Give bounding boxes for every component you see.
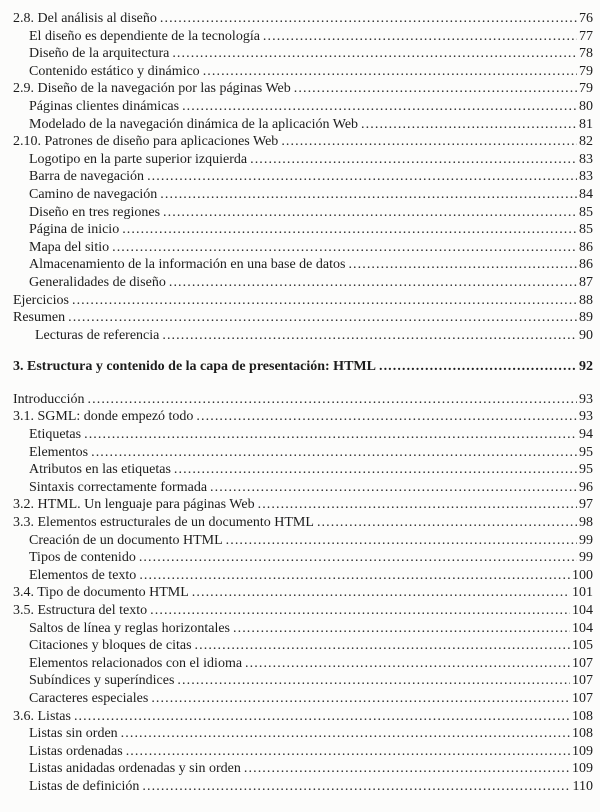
toc-entry-label: 2.9. Diseño de la navegación por las páginas Web [13, 81, 291, 97]
toc-entry-label: Resumen [13, 310, 66, 326]
dot-leader [182, 98, 577, 116]
toc-entry [13, 637, 593, 655]
toc-entry-label: Listas ordenadas [29, 743, 123, 759]
toc-entry-label: Sintaxis correctamente formada [29, 479, 208, 495]
dot-leader [147, 168, 577, 186]
toc-entry [13, 602, 593, 620]
dot-leader [150, 602, 570, 620]
dot-leader [172, 45, 577, 63]
toc-entry-page-number: 86 [579, 239, 593, 255]
toc-entry [13, 549, 593, 567]
toc-entry-page-number: 83 [579, 151, 593, 167]
toc-entry-page-number: 80 [579, 98, 593, 114]
toc-entry [13, 479, 593, 497]
toc-entry [13, 426, 593, 444]
toc-entry [13, 461, 593, 479]
toc-entry-page-number: 87 [579, 274, 593, 290]
toc-entry-label: Barra de navegación [29, 169, 145, 185]
dot-leader [348, 256, 577, 274]
dot-leader [74, 708, 570, 726]
toc-entry-label: Mapa del sitio [29, 239, 110, 255]
dot-leader [68, 309, 577, 327]
toc-entry-page-number: 93 [579, 409, 593, 425]
toc-entry [13, 584, 593, 602]
toc-entry-label: Generalidades de diseño [29, 274, 166, 290]
toc-entry [13, 408, 593, 426]
toc-entry-page-number: 85 [579, 204, 593, 220]
toc-entry [13, 327, 593, 345]
toc-entry [13, 309, 593, 327]
toc-entry [13, 778, 593, 796]
dot-leader [195, 637, 570, 655]
dot-leader [250, 151, 577, 169]
toc-list [13, 10, 593, 796]
toc-entry-label: Lecturas de referencia [35, 327, 160, 343]
toc-entry-label: El diseño es dependiente de la tecnología [29, 28, 260, 44]
toc-entry [13, 514, 593, 532]
toc-entry [13, 45, 593, 63]
toc-entry-label: Logotipo en la parte superior izquierda [29, 151, 248, 167]
dot-leader [126, 743, 570, 761]
toc-entry-page-number: 92 [579, 359, 593, 375]
toc-entry-page-number: 105 [572, 638, 593, 654]
toc-entry-label: Modelado de la navegación dinámica de la aplicación Web [29, 116, 359, 132]
toc-entry-label: 3.3. Elementos estructurales de un documento HTML [13, 515, 314, 531]
toc-entry-label: Páginas clientes dinámicas [29, 98, 180, 114]
dot-leader [88, 391, 577, 409]
toc-entry [13, 725, 593, 743]
toc-entry-page-number: 90 [579, 327, 593, 343]
toc-entry-label: Subíndices y superíndices [29, 673, 175, 689]
toc-entry-page-number: 85 [579, 222, 593, 238]
toc-entry [13, 620, 593, 638]
dot-leader [192, 584, 570, 602]
toc-entry-label: Camino de navegación [29, 186, 158, 202]
toc-entry-page-number: 79 [579, 81, 593, 97]
toc-entry [13, 358, 593, 376]
dot-leader [174, 461, 577, 479]
toc-entry-label: Listas anidadas ordenadas y sin orden [29, 761, 241, 777]
toc-entry-page-number: 104 [572, 603, 593, 618]
toc-entry [13, 391, 593, 409]
toc-entry-page-number: 108 [572, 726, 593, 742]
toc-entry [13, 221, 593, 239]
toc-entry-label: 3.2. HTML. Un lenguaje para páginas Web [13, 497, 255, 513]
dot-leader [226, 532, 577, 550]
toc-entry-page-number: 94 [579, 427, 593, 443]
dot-leader [91, 444, 577, 462]
dot-leader [233, 620, 570, 638]
toc-entry-label: Contenido estático y dinámico [29, 63, 200, 79]
toc-entry-label: Ejercicios [13, 292, 69, 308]
toc-entry-page-number: 86 [579, 257, 593, 273]
toc-entry [13, 655, 593, 673]
dot-leader [139, 549, 577, 567]
toc-entry [13, 708, 593, 726]
toc-entry [13, 567, 593, 585]
toc-entry [13, 204, 593, 222]
toc-entry-label: 3.5. Estructura del texto [13, 603, 148, 618]
toc-entry-label: Caracteres especiales [29, 690, 149, 706]
dot-leader [245, 655, 570, 673]
dot-leader [294, 80, 577, 98]
dot-leader [139, 567, 570, 585]
toc-entry-label: 2.10. Patrones de diseño para aplicaciones Web [13, 134, 279, 150]
toc-entry-page-number: 81 [579, 116, 593, 132]
toc-entry-page-number: 95 [579, 444, 593, 460]
toc-entry-page-number: 99 [579, 550, 593, 566]
dot-leader [317, 514, 577, 532]
toc-entry-page-number: 98 [579, 515, 593, 531]
dot-leader [160, 186, 577, 204]
toc-entry [13, 151, 593, 169]
toc-entry-page-number: 89 [579, 310, 593, 326]
toc-entry [13, 292, 593, 310]
toc-entry-page-number: 88 [579, 292, 593, 308]
toc-entry [13, 672, 593, 690]
toc-entry-page-number: 97 [579, 497, 593, 513]
toc-entry-label: 3.1. SGML: donde empezó todo [13, 409, 194, 425]
toc-entry-label: Diseño de la arquitectura [29, 46, 170, 62]
toc-entry-page-number: 107 [572, 655, 593, 671]
toc-entry-page-number: 104 [572, 620, 593, 636]
dot-leader [163, 204, 577, 222]
dot-leader [84, 426, 577, 444]
toc-entry-page-number: 109 [572, 761, 593, 777]
toc-entry [13, 63, 593, 81]
toc-entry [13, 274, 593, 292]
toc-entry-page-number: 107 [572, 673, 593, 689]
dot-leader [177, 672, 570, 690]
toc-entry-page-number: 110 [572, 778, 593, 794]
toc-entry [13, 743, 593, 761]
toc-entry-page-number: 99 [579, 532, 593, 548]
toc-entry [13, 186, 593, 204]
toc-entry-label: Citaciones y bloques de citas [29, 638, 192, 654]
toc-entry [13, 690, 593, 708]
toc-entry-label: Introducción [13, 391, 85, 407]
dot-leader [361, 116, 577, 134]
toc-entry [13, 444, 593, 462]
toc-entry [13, 80, 593, 98]
toc-entry-label: Etiquetas [29, 427, 82, 443]
toc-entry-page-number: 82 [579, 134, 593, 150]
toc-entry-page-number: 109 [572, 743, 593, 759]
toc-entry-page-number: 108 [572, 708, 593, 724]
toc-entry-page-number: 95 [579, 462, 593, 478]
dot-leader [196, 408, 577, 426]
toc-entry-page-number: 76 [579, 11, 593, 26]
toc-entry-label: Creación de un documento HTML [29, 532, 223, 548]
toc-entry [13, 133, 593, 151]
dot-leader [112, 239, 577, 257]
dot-leader [122, 221, 577, 239]
dot-leader [121, 725, 570, 743]
dot-leader [72, 292, 577, 310]
toc-entry [13, 532, 593, 550]
toc-entry [13, 98, 593, 116]
toc-entry-page-number: 96 [579, 479, 593, 495]
toc-entry-label: Listas sin orden [29, 726, 118, 742]
toc-entry [13, 10, 593, 28]
toc-entry [13, 116, 593, 134]
toc-entry [13, 760, 593, 778]
toc-entry-page-number: 83 [579, 169, 593, 185]
toc-entry-label: 3. Estructura y contenido de la capa de presentación: HTML [13, 359, 376, 375]
dot-leader [160, 10, 577, 28]
dot-leader [263, 28, 577, 46]
dot-leader [210, 479, 577, 497]
dot-leader [203, 63, 577, 81]
toc-entry [13, 168, 593, 186]
toc-entry-page-number: 78 [579, 46, 593, 62]
toc-entry-page-number: 84 [579, 186, 593, 202]
toc-entry-label: Tipos de contenido [29, 550, 136, 566]
toc-entry-page-number: 77 [579, 28, 593, 44]
dot-leader [258, 496, 577, 514]
toc-entry-label: Almacenamiento de la información en una base de datos [29, 257, 346, 273]
toc-entry-page-number: 100 [572, 567, 593, 583]
dot-leader [281, 133, 577, 151]
toc-entry-label: Página de inicio [29, 222, 120, 238]
toc-entry-label: Elementos de texto [29, 567, 137, 583]
toc-entry [13, 496, 593, 514]
toc-entry-label: Elementos [29, 444, 89, 460]
toc-entry-label: Diseño en tres regiones [29, 204, 161, 220]
toc-entry-page-number: 101 [572, 585, 593, 601]
dot-leader [142, 778, 570, 796]
toc-entry [13, 239, 593, 257]
dot-leader [169, 274, 577, 292]
toc-entry-label: 3.6. Listas [13, 708, 71, 724]
toc-entry-label: Saltos de línea y reglas horizontales [29, 620, 230, 636]
toc-entry [13, 28, 593, 46]
toc-entry-label: Elementos relacionados con el idioma [29, 655, 243, 671]
toc-entry-page-number: 107 [572, 690, 593, 706]
dot-leader [379, 358, 577, 376]
dot-leader [244, 760, 570, 778]
dot-leader [151, 690, 570, 708]
toc-entry-label: Listas de definición [29, 778, 140, 794]
toc-entry-label: 3.4. Tipo de documento HTML [13, 585, 189, 601]
dot-leader [162, 327, 577, 345]
toc-entry [13, 256, 593, 274]
toc-entry-page-number: 93 [579, 391, 593, 407]
toc-entry-page-number: 79 [579, 63, 593, 79]
toc-entry-label: 2.8. Del análisis al diseño [13, 11, 157, 26]
toc-entry-label: Atributos en las etiquetas [29, 462, 171, 478]
